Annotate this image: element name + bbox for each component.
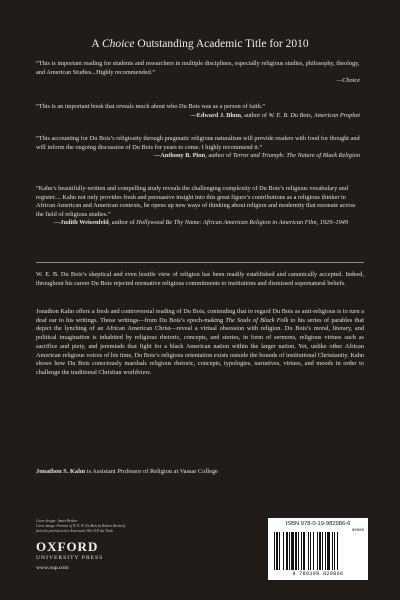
blurb-attribution: —Anthony B. Pinn, author of Terror and Triumph: The Nature of Black Religion — [153, 152, 360, 160]
author-bio: Jonathon S. Kahn is Assistant Professor of Religion at Vassar College — [36, 468, 218, 475]
blurb-quote: “This accounting for Du Bois’s religiosity through pragmatic religious naturalism will provide readers with food for thought and will inform the ongoing discussion of Du Bois for years to come. I highly recommend it.” — [36, 135, 360, 151]
blurb-quote: “This is important reading for students and researchers in multiple disciplines, especially religious studies, philosophy, theology, and American Studies...Highly recommended.” — [36, 60, 360, 76]
choice-label: Choice — [101, 38, 135, 50]
blurb-choice — [36, 60, 364, 86]
barcode-digits: 9 780199 829866 — [292, 571, 344, 577]
barcode-bars — [274, 532, 362, 570]
description-paragraph-1: W. E. B. Du Bois’s skeptical and even hostile view of religion has been readily established and canonically accepted. Indeed, throughout his career Du Bois rejected normative religious commitments to institutions and dismissed supernatural beliefs. — [36, 271, 364, 287]
blurb-weisenfeld — [36, 185, 364, 228]
blurb-blum — [36, 103, 364, 120]
blurb-quote: “This is an important book that reveals much about who Du Bois was as a person of faith.” — [36, 103, 266, 110]
book-title-souls: The Souls of Black Folk — [225, 316, 289, 324]
award-heading: A Choice Outstanding Academic Title for 2010 — [91, 38, 309, 50]
price-code: 90000 — [351, 529, 364, 533]
barcode-bar — [338, 532, 339, 570]
blurb-pinn — [36, 135, 364, 161]
blurb-quote: “Kahn’s beautifully-written and compelling study reveals the challenging complexity of Du Bois’s religious vocabulary and register.... Kahn not only provides fresh and persuasive insight into this great figure’s contributions as a religious thinker in African American and American contexts, he opens up new ways of thinking about religion and modernity that resonate across the field of religious studies.” — [36, 185, 356, 218]
blurb-attribution: —Choice — [336, 77, 360, 85]
university-press-label: UNIVERSITY PRESS — [36, 555, 104, 561]
isbn-number: ISBN 978-0-19-982986-6 — [285, 521, 351, 527]
oxford-logo: OXFORD — [36, 539, 99, 554]
description-paragraph-2: Jonathon Kahn offers a fresh and controversial reading of Du Bois, contending that to regard Du Bois as anti-religious is to turn a deaf ear to his writings. Those writings—from Du Bois’s epoch-making The Souls of Black Folk to his series of parables that depict the lynching of an African American Christ—reveal a virtual obsession with religion. Du Bois’s moral, literary, and political imagination is inhabited by religious rhetoric, concepts, and stories, in form of sermons, religious virtues such as sacrifice and piety, and jeremiads that fight for a black American nation within the larger nation. Yet, unlike other African American religious voices of his time, Du Bois’s religious orientation exists outside the bounds of institutional Christianity. Kahn shows how Du Bois consciously marshals religious rhetoric, concepts, typologies, narratives, virtues, and moods in order to challenge the traditional Christian worldview. — [36, 308, 364, 376]
blurb-attribution: —Edward J. Blum, author of W. E. B. Du Bois, American Prophet — [190, 111, 360, 119]
isbn-barcode — [268, 518, 368, 580]
cover-credits: Cover design: James Brisker Cover image: Portrait of W. E. B. Du Bois by Robert Shetterly from his portrait series Americans Who Tell the Truth — [36, 519, 126, 533]
author-name: Jonathon S. Kahn — [36, 468, 86, 475]
divider — [36, 262, 364, 263]
publisher-url: www.oup.com — [36, 565, 69, 571]
blurb-attribution: —Judith Weisenfeld, author of Hollywood Be Thy Name: African American Religion in American Film, 1929–1949 — [54, 219, 349, 227]
